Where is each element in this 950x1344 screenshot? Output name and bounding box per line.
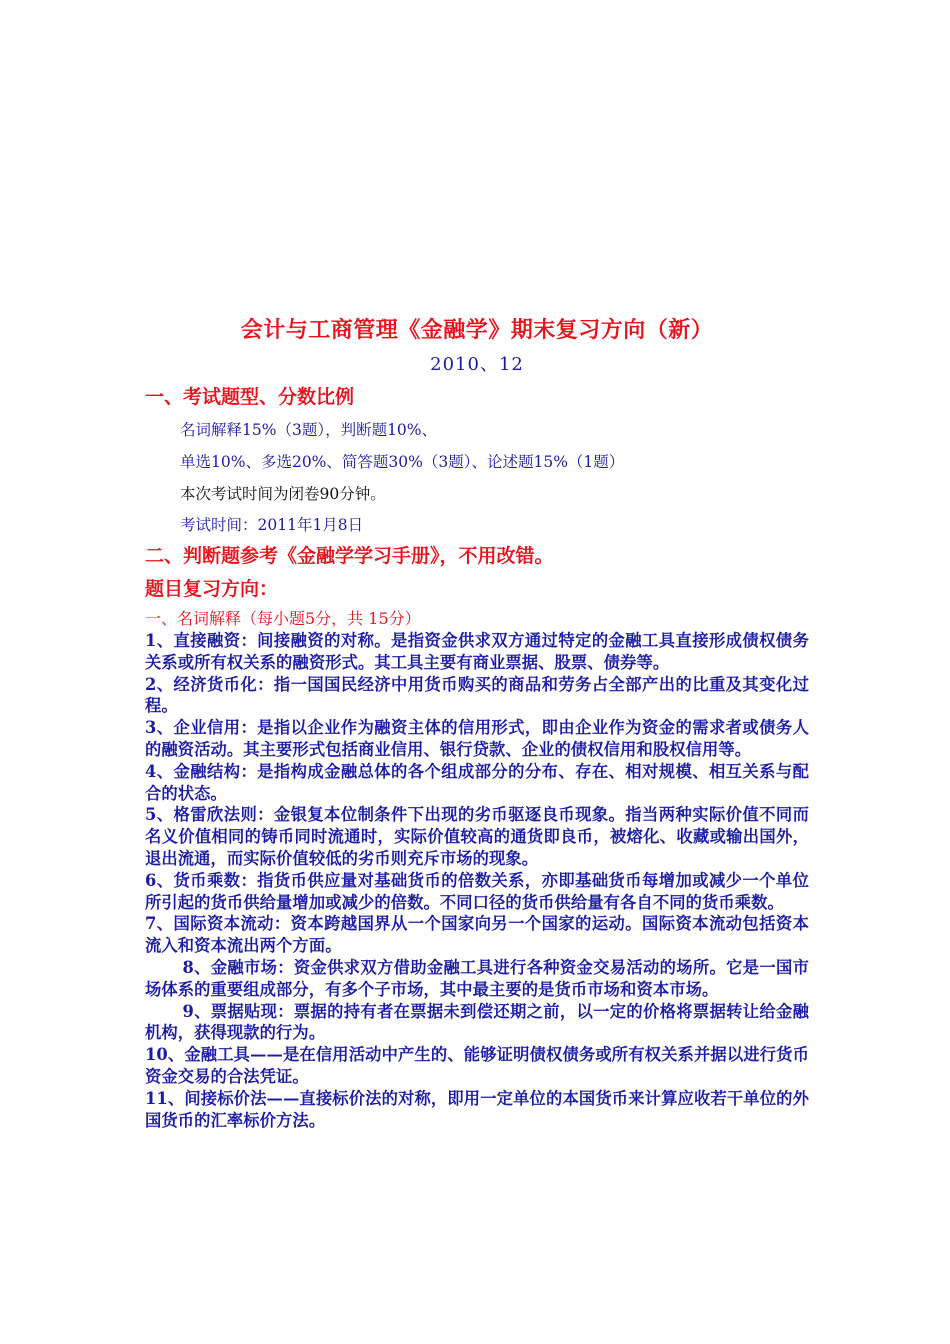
- definition-list: [145, 630, 809, 1131]
- document-date: 2010、12: [430, 354, 524, 375]
- exam-duration-line: 本次考试时间为闭卷90分钟。: [180, 485, 386, 503]
- definition-item: 3、企业信用：是指以企业作为融资主体的信用形式，即由企业作为资金的需求者或债务人的融资活动。其主要形式包括商业信用、银行贷款、企业的债权信用和股权信用等。: [145, 718, 809, 759]
- definition-item: 7、国际资本流动：资本跨越国界从一个国家向另一个国家的运动。国际资本流动包括资本流入和资本流出两个方面。: [145, 914, 809, 956]
- definition-item: 11、间接标价法——直接标价法的对称，即用一定单位的本国货币来计算应收若干单位的外国货币的汇率标价方法。: [145, 1088, 809, 1130]
- exam-info-line: 名词解释15%（3题），判断题10%、: [180, 421, 438, 439]
- section-heading-true-false: 二、判断题参考《金融学学习手册》，不用改错。: [145, 545, 554, 567]
- definition-item: 8、金融市场：资金供求双方借助金融工具进行各种资金交易活动的场所。它是一国市场体系的重要组成部分，有多个子市场，其中最主要的是货币市场和资本市场。: [145, 957, 809, 999]
- definition-item: 2、经济货币化：指一国国民经济中用货币购买的商品和劳务占全部产出的比重及其变化过程。: [145, 674, 809, 716]
- definition-item: 6、货币乘数：指货币供应量对基础货币的倍数关系，亦即基础货币每增加或减少一个单位所引起的货币供给量增加或减少的倍数。不同口径的货币供给量有各自不同的货币乘数。: [145, 870, 809, 912]
- definition-item: 10、金融工具——是在信用活动中产生的、能够证明债权债务或所有权关系并据以进行货币资金交易的合法凭证。: [145, 1045, 809, 1086]
- definition-item: 5、格雷欣法则：金银复本位制条件下出现的劣币驱逐良币现象。指当两种实际价值不同而名义价值相同的铸币同时流通时，实际价值较高的通货即良币，被熔化、收藏或输出国外，退出流通，而实际价值较低的劣币则充斥市场的现象。: [145, 805, 809, 868]
- definition-item: 9、票据贴现：票据的持有者在票据未到偿还期之前，以一定的价格将票据转让给金融机构，获得现款的行为。: [145, 1001, 809, 1043]
- section-heading-review: 题目复习方向：: [145, 578, 279, 600]
- exam-info-line: 单选10%、多选20%、简答题30%（3题）、论述题15%（1题）: [180, 453, 625, 471]
- definition-item: 4、金融结构：是指构成金融总体的各个组成部分的分布、存在、相对规模、相互关系与配合的状态。: [145, 761, 809, 803]
- section-heading-exam-format: 一、考试题型、分数比例: [145, 386, 355, 408]
- definition-item: 1、直接融资：间接融资的对称。是指资金供求双方通过特定的金融工具直接形成债权债务关系或所有权关系的融资形式。其工具主要有商业票据、股票、债券等。: [145, 631, 809, 672]
- document-title: 会计与工商管理《金融学》期末复习方向（新）: [240, 318, 714, 343]
- subheading-term-definitions: 一、名词解释（每小题5分，共 15分）: [145, 609, 421, 628]
- exam-date-line: 考试时间：2011年1月8日: [180, 516, 364, 534]
